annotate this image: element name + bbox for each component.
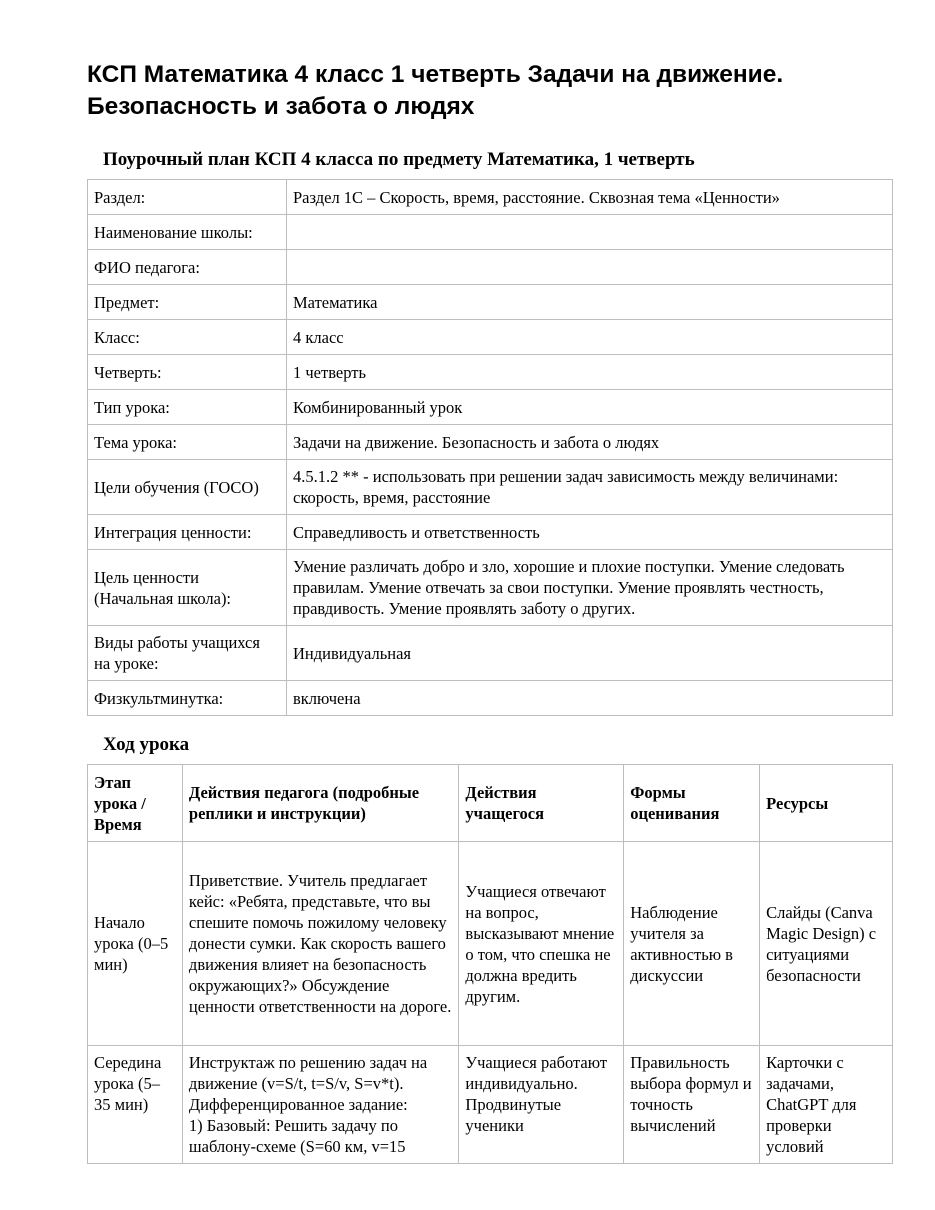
column-header-stage: Этап урока / Время (88, 765, 183, 842)
info-value (287, 250, 893, 285)
info-value: Умение различать добро и зло, хорошие и плохие поступки. Умение следовать правилам. Умение отвечать за свои поступки. Умение проявлять честность, правдивость. Умение проявлять заботу о других. (287, 550, 893, 626)
stage-cell: Середина урока (5–35 мин) (88, 1046, 183, 1164)
teacher-text: Инструктаж по решению задач на движение (v=S/t, t=S/v, S=v*t). Дифференцированное задание: (188, 1053, 428, 1114)
info-label: Тип урока: (88, 390, 287, 425)
info-value: Раздел 1С – Скорость, время, расстояние. Сквозная тема «Ценности» (287, 180, 893, 215)
teacher-cell (182, 1046, 458, 1164)
teacher-cell: Приветствие. Учитель предлагает кейс: «Ребята, представьте, что вы спешите помочь пожилому человеку донести сумки. Как скорость вашего движения влияет на безопасность окружающих?» Обсуждение ценности ответственности на дороге. (182, 842, 458, 1046)
table-row (88, 390, 893, 425)
table-row (88, 681, 893, 716)
assessment-cell: Наблюдение учителя за активностью в дискуссии (624, 842, 760, 1046)
table-row (88, 215, 893, 250)
table-row (88, 425, 893, 460)
info-value (287, 215, 893, 250)
info-label: Цели обучения (ГОСО) (88, 460, 287, 515)
table-row (88, 355, 893, 390)
info-label: Раздел: (88, 180, 287, 215)
teacher-text-task: 1) Базовый: Решить задачу по шаблону-схеме (S=60 км, v=15 (188, 1116, 406, 1156)
table-row (88, 460, 893, 515)
resources-cell: Слайды (Canva Magic Design) с ситуациями безопасности (760, 842, 893, 1046)
info-value: Задачи на движение. Безопасность и забота о людях (287, 425, 893, 460)
lesson-info-table (87, 179, 893, 716)
info-label: Предмет: (88, 285, 287, 320)
info-label: Виды работы учащихся на уроке: (88, 626, 287, 681)
column-header-resources: Ресурсы (760, 765, 893, 842)
info-value: 4 класс (287, 320, 893, 355)
column-header-student: Действия учащегося (459, 765, 624, 842)
info-label: Цель ценности (Начальная школа): (88, 550, 287, 626)
info-label: ФИО педагога: (88, 250, 287, 285)
resources-cell: Карточки с задачами, ChatGPT для проверки условий (760, 1046, 893, 1164)
info-label: Четверть: (88, 355, 287, 390)
table-row (88, 320, 893, 355)
table-row (88, 250, 893, 285)
stage-cell: Начало урока (0–5 мин) (88, 842, 183, 1046)
info-label: Класс: (88, 320, 287, 355)
table-row (88, 1046, 893, 1164)
lesson-flow-table (87, 764, 893, 1164)
info-label: Физкультминутка: (88, 681, 287, 716)
info-label: Тема урока: (88, 425, 287, 460)
info-value: Математика (287, 285, 893, 320)
plan-heading: Поурочный план КСП 4 класса по предмету Математика, 1 четверть (103, 149, 695, 170)
info-value: включена (287, 681, 893, 716)
table-row (88, 180, 893, 215)
info-value: 4.5.1.2 ** - использовать при решении задач зависимость между величинами: скорость, время, расстояние (287, 460, 893, 515)
table-header-row (88, 765, 893, 842)
info-label: Интеграция ценности: (88, 515, 287, 550)
table-row (88, 842, 893, 1046)
table-row (88, 626, 893, 681)
table-row (88, 550, 893, 626)
info-value: Справедливость и ответственность (287, 515, 893, 550)
column-header-teacher: Действия педагога (подробные реплики и инструкции) (182, 765, 458, 842)
student-cell: Учащиеся отвечают на вопрос, высказывают мнение о том, что спешка не должна вредить другим. (459, 842, 624, 1046)
info-value: Комбинированный урок (287, 390, 893, 425)
assessment-cell: Правильность выбора формул и точность вычислений (624, 1046, 760, 1164)
info-value: 1 четверть (287, 355, 893, 390)
document-title: КСП Математика 4 класс 1 четверть Задачи на движение. Безопасность и забота о людях (87, 61, 784, 120)
table-row (88, 515, 893, 550)
lesson-heading: Ход урока (103, 734, 190, 755)
table-row (88, 285, 893, 320)
info-label: Наименование школы: (88, 215, 287, 250)
info-value: Индивидуальная (287, 626, 893, 681)
student-cell: Учащиеся работают индивидуально. Продвинутые ученики (459, 1046, 624, 1164)
column-header-assessment: Формы оценивания (624, 765, 760, 842)
